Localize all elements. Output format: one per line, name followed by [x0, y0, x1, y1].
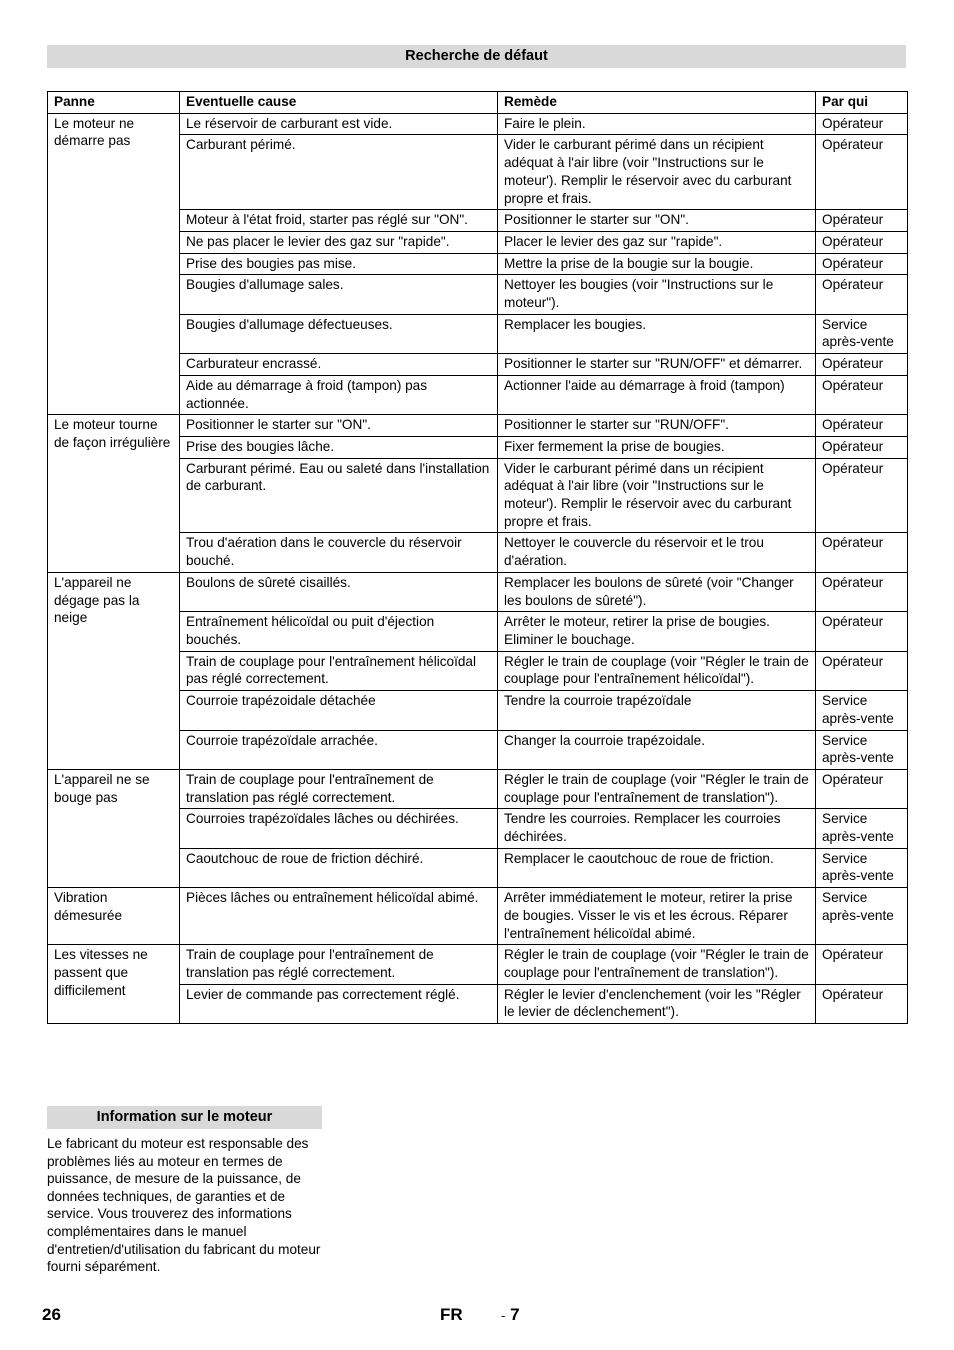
cause-cell: Carburant périmé. Eau ou saleté dans l'installation de carburant. [180, 458, 498, 533]
cause-cell: Prise des bougies pas mise. [180, 253, 498, 275]
remede-cell: Vider le carburant périmé dans un récipient adéquat à l'air libre (voir "Instructions sur le moteur'). Remplir le réservoir avec du carburant propre et frais. [498, 135, 816, 210]
cause-cell: Bougies d'allumage défectueuses. [180, 314, 498, 353]
remede-cell: Arrêter immédiatement le moteur, retirer la prise de bougies. Visser le vis et les écrous. Réparer l'entraînement hélicoïdal abimé. [498, 888, 816, 945]
cause-cell: Boulons de sûreté cisaillés. [180, 572, 498, 611]
panne-cell: Le moteur tourne de façon irrégulière [48, 415, 180, 573]
par-qui-cell: Service après-vente [816, 691, 908, 730]
table-body [48, 113, 908, 1023]
page-number: 26 [42, 1305, 61, 1324]
par-qui-cell: Service après-vente [816, 730, 908, 769]
remede-cell: Remplacer les bougies. [498, 314, 816, 353]
table-row [48, 415, 908, 437]
cause-cell: Positionner le starter sur "ON". [180, 415, 498, 437]
remede-cell: Positionner le starter sur "RUN/OFF". [498, 415, 816, 437]
cause-cell: Moteur à l'état froid, starter pas réglé sur "ON". [180, 210, 498, 232]
cause-cell: Ne pas placer le levier des gaz sur "rapide". [180, 231, 498, 253]
remede-cell: Régler le train de couplage (voir "Régler le train de couplage pour l'entraînement de translation"). [498, 945, 816, 984]
remede-cell: Tendre les courroies. Remplacer les courroies déchirées. [498, 809, 816, 848]
par-qui-cell: Opérateur [816, 533, 908, 572]
sub-page-dash: - [501, 1308, 506, 1323]
remede-cell: Arrêter le moteur, retirer la prise de bougies. Eliminer le bouchage. [498, 612, 816, 651]
troubleshooting-table [47, 91, 908, 1024]
remede-cell: Régler le train de couplage (voir "Régler le train de couplage pour l'entraînement de translation"). [498, 769, 816, 808]
remede-cell: Nettoyer le couvercle du réservoir et le trou d'aération. [498, 533, 816, 572]
par-qui-cell: Opérateur [816, 135, 908, 210]
par-qui-cell: Opérateur [816, 375, 908, 414]
cause-cell: Prise des bougies lâche. [180, 436, 498, 458]
remede-cell: Régler le train de couplage (voir "Régler le train de couplage pour l'entraînement hélicoïdal"). [498, 651, 816, 690]
remede-cell: Vider le carburant périmé dans un récipient adéquat à l'air libre (voir "Instructions sur le moteur'). Remplir le réservoir avec du carburant propre et frais. [498, 458, 816, 533]
cause-cell: Courroie trapézoïdale arrachée. [180, 730, 498, 769]
cause-cell: Entraînement hélicoïdal ou puit d'éjection bouchés. [180, 612, 498, 651]
remede-cell: Tendre la courroie trapézoïdale [498, 691, 816, 730]
table-row [48, 572, 908, 611]
cause-cell: Caoutchouc de roue de friction déchiré. [180, 848, 498, 887]
par-qui-cell: Opérateur [816, 984, 908, 1023]
cause-cell: Carburant périmé. [180, 135, 498, 210]
section-title-troubleshooting: Recherche de défaut [47, 45, 906, 68]
cause-cell: Courroies trapézoïdales lâches ou déchirées. [180, 809, 498, 848]
cause-cell: Carburateur encrassé. [180, 354, 498, 376]
cause-cell: Train de couplage pour l'entraînement de translation pas réglé correctement. [180, 945, 498, 984]
cause-cell: Train de couplage pour l'entraînement de translation pas réglé correctement. [180, 769, 498, 808]
remede-cell: Fixer fermement la prise de bougies. [498, 436, 816, 458]
column-header-cause: Eventuelle cause [180, 92, 498, 114]
panne-cell: Les vitesses ne passent que difficilement [48, 945, 180, 1024]
par-qui-cell: Opérateur [816, 458, 908, 533]
cause-cell: Pièces lâches ou entraînement hélicoïdal abimé. [180, 888, 498, 945]
par-qui-cell: Service après-vente [816, 809, 908, 848]
column-header-remede: Remède [498, 92, 816, 114]
remede-cell: Mettre la prise de la bougie sur la bougie. [498, 253, 816, 275]
motor-info-paragraph: Le fabricant du moteur est responsable des problèmes liés au moteur en termes de puissance, de mesure de la puissance, de données techniques, de garanties et de service. Vous trouverez des informations complémentaires dans le manuel d'entretien/d'utilisation du fabricant du moteur fourni séparément. [47, 1136, 321, 1275]
par-qui-cell: Opérateur [816, 769, 908, 808]
par-qui-cell: Opérateur [816, 612, 908, 651]
par-qui-cell: Opérateur [816, 231, 908, 253]
table-header-row [48, 92, 908, 114]
par-qui-cell: Opérateur [816, 113, 908, 135]
par-qui-cell: Opérateur [816, 275, 908, 314]
par-qui-cell: Opérateur [816, 436, 908, 458]
par-qui-cell: Opérateur [816, 354, 908, 376]
language-code: FR [440, 1305, 463, 1324]
remede-cell: Positionner le starter sur "RUN/OFF" et démarrer. [498, 354, 816, 376]
cause-cell: Le réservoir de carburant est vide. [180, 113, 498, 135]
remede-cell: Remplacer le caoutchouc de roue de friction. [498, 848, 816, 887]
remede-cell: Placer le levier des gaz sur "rapide". [498, 231, 816, 253]
sub-page-value: 7 [510, 1305, 520, 1324]
cause-cell: Bougies d'allumage sales. [180, 275, 498, 314]
par-qui-cell: Opérateur [816, 651, 908, 690]
remede-cell: Nettoyer les bougies (voir "Instructions sur le moteur"). [498, 275, 816, 314]
par-qui-cell: Opérateur [816, 253, 908, 275]
par-qui-cell: Opérateur [816, 945, 908, 984]
sub-page-number [501, 1305, 520, 1325]
remede-cell: Remplacer les boulons de sûreté (voir "Changer les boulons de sûreté"). [498, 572, 816, 611]
panne-cell: L'appareil ne se bouge pas [48, 769, 180, 887]
par-qui-cell: Service après-vente [816, 314, 908, 353]
par-qui-cell: Opérateur [816, 415, 908, 437]
remede-cell: Faire le plein. [498, 113, 816, 135]
remede-cell: Positionner le starter sur "ON". [498, 210, 816, 232]
column-header-par-qui: Par qui [816, 92, 908, 114]
cause-cell: Trou d'aération dans le couvercle du réservoir bouché. [180, 533, 498, 572]
table-row [48, 888, 908, 945]
remede-cell: Régler le levier d'enclenchement (voir les "Régler le levier de déclenchement"). [498, 984, 816, 1023]
par-qui-cell: Opérateur [816, 210, 908, 232]
table-row [48, 945, 908, 984]
par-qui-cell: Opérateur [816, 572, 908, 611]
section-title-motor-info: Information sur le moteur [47, 1106, 322, 1129]
remede-cell: Actionner l'aide au démarrage à froid (tampon) [498, 375, 816, 414]
table-row [48, 769, 908, 808]
panne-cell: Vibration démesurée [48, 888, 180, 945]
table-row [48, 113, 908, 135]
cause-cell: Courroie trapézoidale détachée [180, 691, 498, 730]
remede-cell: Changer la courroie trapézoidale. [498, 730, 816, 769]
panne-cell: L'appareil ne dégage pas la neige [48, 572, 180, 769]
par-qui-cell: Service après-vente [816, 848, 908, 887]
par-qui-cell: Service après-vente [816, 888, 908, 945]
column-header-panne: Panne [48, 92, 180, 114]
cause-cell: Train de couplage pour l'entraînement hélicoïdal pas réglé correctement. [180, 651, 498, 690]
panne-cell: Le moteur ne démarre pas [48, 113, 180, 415]
cause-cell: Aide au démarrage à froid (tampon) pas actionnée. [180, 375, 498, 414]
cause-cell: Levier de commande pas correctement réglé. [180, 984, 498, 1023]
